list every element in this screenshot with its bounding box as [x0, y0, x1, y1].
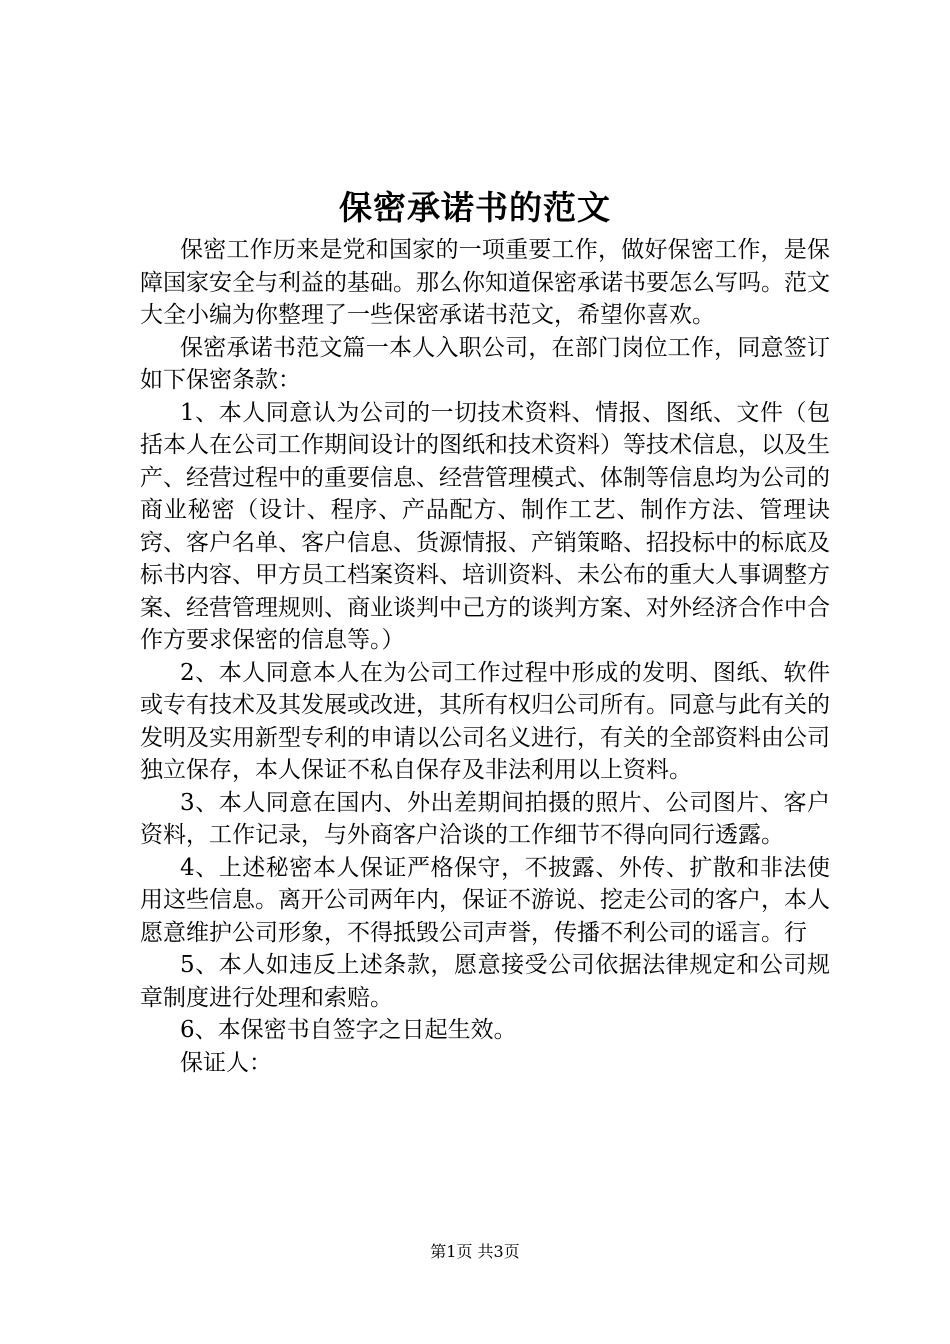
signature-label: 保证人： [180, 1049, 272, 1076]
document-body [140, 234, 830, 1079]
paragraph-template-intro: 保密承诺书范文篇一本人入职公司，在部门岗位工作，同意签订如下保密条款： [140, 334, 830, 393]
clause-4: 4、上述秘密本人保证严格保守，不披露、外传、扩散和非法使用这些信息。离开公司两年内，保证不游说、挖走公司的客户，本人愿意维护公司形象，不得抵毁公司声誉，传播不利公司的谣言。行 [140, 854, 830, 946]
clause-1: 1、本人同意认为公司的一切技术资料、情报、图纸、文件（包括本人在公司工作期间设计的图纸和技术资料）等技术信息，以及生产、经营过程中的重要信息、经营管理模式、体制等信息均为公司的商业秘密（设计、程序、产品配方、制作工艺、制作方法、管理诀窍、客户名单、客户信息、货源情报、产销策略、招投标中的标底及标书内容、甲方员工档案资料、培训资料、未公布的重大人事调整方案、经营管理规则、商业谈判中己方的谈判方案、对外经济合作中合作方要求保密的信息等。） [140, 399, 830, 653]
clause-5: 5、本人如违反上述条款，愿意接受公司依据法律规定和公司规章制度进行处理和索赔。 [140, 952, 830, 1011]
clause-6: 6、本保密书自签字之日起生效。 [180, 1017, 517, 1043]
intro-paragraph: 保密工作历来是党和国家的一项重要工作，做好保密工作，是保障国家安全与利益的基础。那么你知道保密承诺书要怎么写吗。范文大全小编为你整理了一些保密承诺书范文，希望你喜欢。 [140, 237, 830, 328]
document-title: 保密承诺书的范文 [339, 188, 611, 227]
clause-3: 3、本人同意在国内、外出差期间拍摄的照片、公司图片、客户资料，工作记录，与外商客户洽谈的工作细节不得向同行透露。 [140, 789, 830, 848]
page-number: 第1页 共3页 [430, 1242, 520, 1261]
clause-2: 2、本人同意本人在为公司工作过程中形成的发明、图纸、软件或专有技术及其发展或改进，其所有权归公司所有。同意与此有关的发明及实用新型专利的申请以公司名义进行，有关的全部资料由公司独立保存，本人保证不私自保存及非法利用以上资料。 [140, 659, 830, 783]
